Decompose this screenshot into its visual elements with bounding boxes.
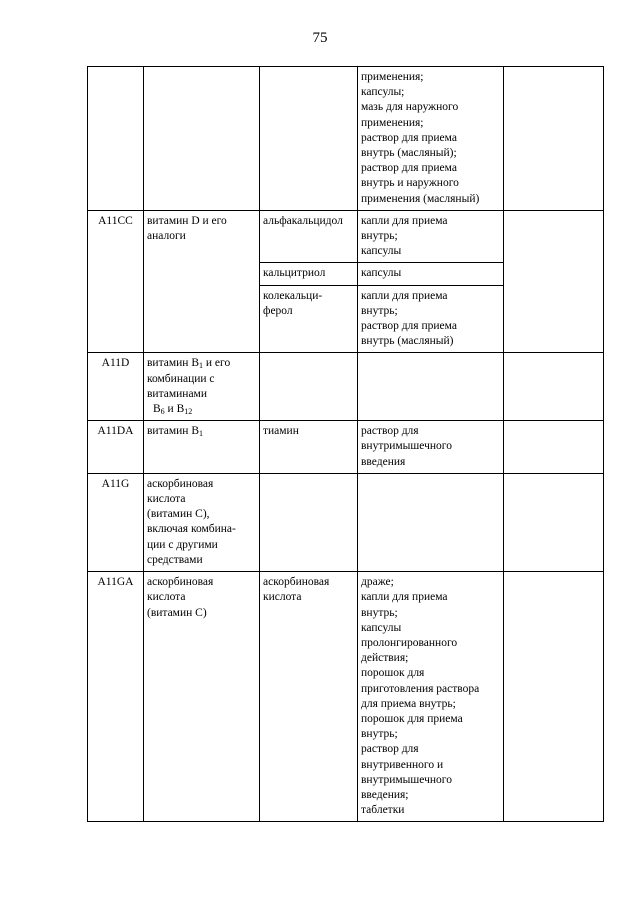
atc-code-cell: A11DA [88,421,144,474]
dosage-forms-cell [358,473,504,571]
atc-code-cell: A11D [88,353,144,421]
dosage-forms-cell: раствор для внутримышечного введения [358,421,504,474]
table-row [88,353,604,421]
group-cell: аскорбиновая кислота (витамин C), включая комбина- ции с другими средствами [144,473,260,571]
notes-cell [504,473,604,571]
group-cell: витамин D и его аналоги [144,210,260,353]
medication-table [87,66,604,822]
table-row [88,210,604,263]
group-cell: аскорбиновая кислота (витамин C) [144,572,260,822]
substance-cell [260,353,358,421]
substance-cell: тиамин [260,421,358,474]
atc-code-cell: A11CC [88,210,144,353]
dosage-forms-cell: драже; капли для приема внутрь; капсулы пролонгированного действия; порошок для приготовления раствора для приема внутрь; порошок для приема внутрь; раствор для внутривенного и внутримышечного введения; таблетки [358,572,504,822]
atc-code-cell: A11G [88,473,144,571]
dosage-forms-cell: применения; капсулы; мазь для наружного применения; раствор для приема внутрь (масляный); раствор для приема внутрь и наружного применения (масляный) [358,67,504,211]
dosage-forms-cell: капли для приема внутрь; капсулы [358,210,504,263]
substance-cell: кальцитриол [260,263,358,285]
atc-code-cell: A11GA [88,572,144,822]
group-cell: витамин $B_1$ и его комбинации с витаминами $B_6$ и $B_{12}$ [144,353,260,421]
dosage-forms-cell [358,353,504,421]
table-row [88,421,604,474]
substance-cell [260,473,358,571]
dosage-forms-cell: капли для приема внутрь; раствор для приема внутрь (масляный) [358,285,504,353]
table-row [88,572,604,822]
substance-cell: аскорбиновая кислота [260,572,358,822]
notes-cell [504,67,604,211]
table-row [88,67,604,211]
substance-cell: альфакальцидол [260,210,358,263]
group-cell [144,67,260,211]
notes-cell [504,572,604,822]
notes-cell [504,353,604,421]
notes-cell [504,210,604,353]
page-number: 75 [312,30,328,46]
table-row [88,473,604,571]
notes-cell [504,421,604,474]
substance-cell: колекальци- ферол [260,285,358,353]
group-cell: витамин $B_1$ [144,421,260,474]
substance-cell [260,67,358,211]
atc-code-cell [88,67,144,211]
dosage-forms-cell: капсулы [358,263,504,285]
